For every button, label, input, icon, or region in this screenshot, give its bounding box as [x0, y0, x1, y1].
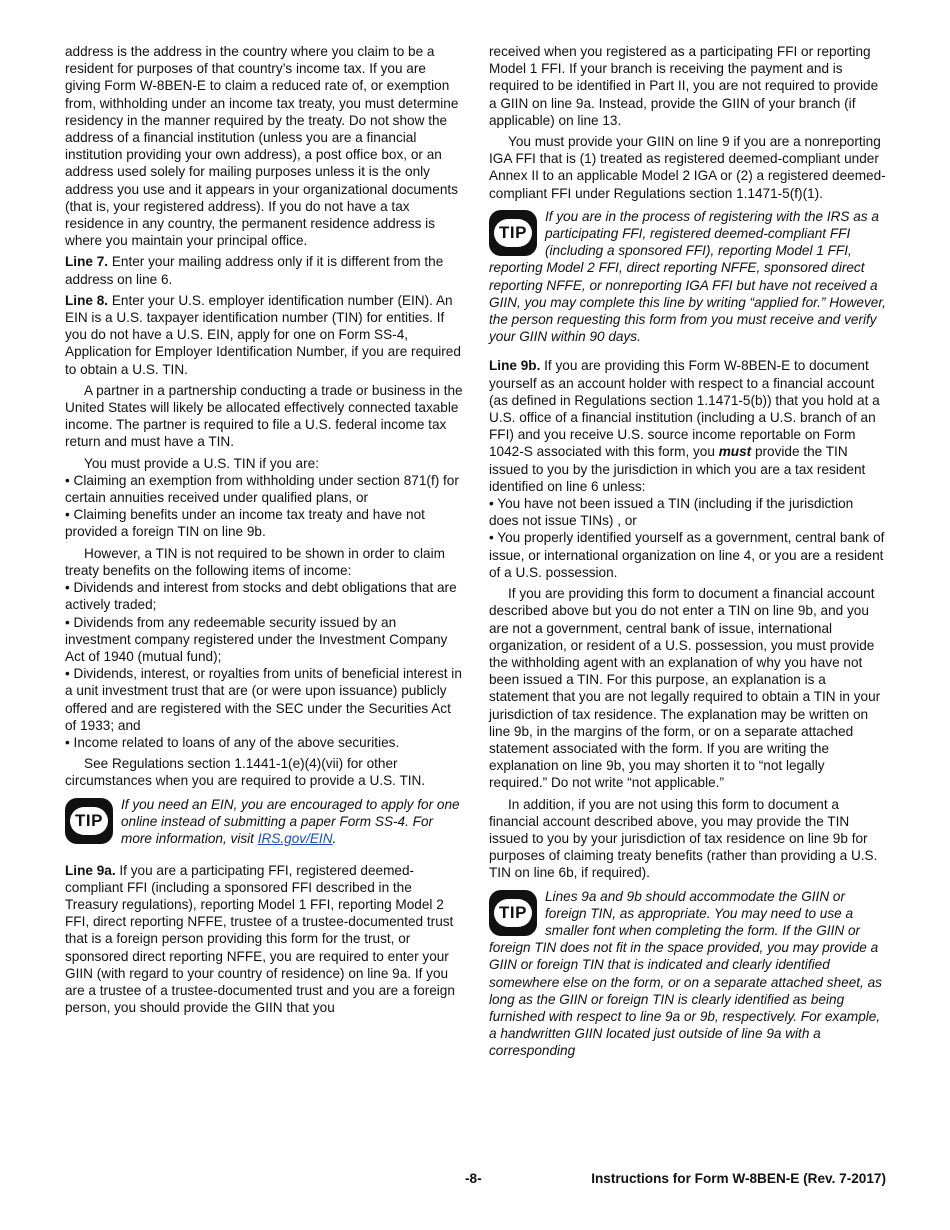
bullet-item: • Dividends, interest, or royalties from units of beneficial interest in a unit investment trust that are (or were upon issuance) publicly offered and are registered with the SEC under the Securities Act of 1933; and: [65, 666, 462, 733]
line9b-text-cont: provide the TIN issued to you by the jurisdiction in which you are a tax resident identified on line 6 unless:: [489, 444, 866, 494]
line7-heading: Line 7.: [65, 254, 109, 270]
see-regulations-paragraph: See Regulations section 1.1441-1(e)(4)(vii) for other circumstances when you are required to provide a U.S. TIN.: [65, 756, 426, 789]
irs-ein-link[interactable]: IRS.gov/EIN: [257, 830, 333, 846]
bullet-item: • You have not been issued a TIN (including if the jurisdiction does not issue TINs) , or: [489, 496, 854, 529]
line7-text: Enter your mailing address only if it is different from the address on line 6.: [65, 254, 444, 287]
partner-paragraph: A partner in a partnership conducting a trade or business in the United States will likely be allocated effectively connected taxable income. The partner is required to file a U.S. federal income tax return and must have a TIN.: [65, 382, 463, 450]
bullet-item: • Dividends and interest from stocks and debt obligations that are actively traded;: [65, 580, 457, 613]
tip-icon-label: TIP: [494, 219, 532, 247]
tip-icon: [489, 210, 537, 256]
line9a-heading: Line 9a.: [65, 862, 116, 878]
bullet-item: • Dividends from any redeemable security issued by an investment company registered under the Investment Company Act of 1940 (mutual fund);: [65, 614, 448, 664]
left-column: [65, 43, 463, 1020]
tip-text: Lines 9a and 9b should accommodate the GIIN or foreign TIN, as appropriate. You may need to use a smaller font when completing the form. If the GIIN or foreign TIN does not fit in the space provided, you may provide a GIIN or foreign TIN that is indicated and clearly identified somewhere else on the form, or on a separate attached sheet, as long as the GIIN or foreign TIN is clearly identified as being furnished with respect to line 9a or 9b, respectively. For example, a handwritten GIIN located just outside of line 9a with a corresponding: [489, 888, 882, 1059]
residence-address-paragraph: address is the address in the country where you claim to be a resident for purposes of that country’s income tax. If you are giving Form W-8BEN-E to claim a reduced rate of, or exemption from, withholding under an income tax treaty, you must determine residency in the manner required by the treaty. Do not show the address of a financial institution (unless you are a financial institution providing your own address), a post office box, or an address used solely for mailing purposes unless it is the only address you use and it appears in your organizational documents (that is, your registered address). If you do not have a tax residence in any country, the permanent residence address is where you maintain your principal office.: [65, 44, 459, 249]
line9a-paragraph: [65, 862, 463, 1017]
line8-paragraph: [65, 292, 463, 378]
explanation-paragraph: If you are providing this form to document a financial account described above but you do not enter a TIN on line 9b, and you are not a government, central bank of issue, international organization, or resident of a U.S. possession, you must provide the withholding agent with an explanation of why you have not been issued a TIN. For this purpose, an explanation is a statement that you are not legally required to obtain a TIN in your jurisdiction of tax residence. The explanation may be written on line 9b, in the margins of the form, or on a separate attached statement associated with the form. If you are writing the explanation on line 9b, you may shorten it to “not legally required.” Do not write “not applicable.”: [489, 586, 881, 791]
line7-paragraph: [65, 253, 463, 287]
line8-text: Enter your U.S. employer identification number (EIN). An EIN is a U.S. taxpayer identification number (TIN) for entities. If you do not have a U.S. EIN, apply for one on Form SS-4, Application for Employer Identification Number, if you are required to obtain a U.S. TIN.: [65, 292, 461, 377]
right-column: [489, 43, 886, 1072]
tip-icon: [65, 798, 113, 844]
tip-text: If you are in the process of registering with the IRS as a participating FFI, registered deemed-compliant FFI (including a sponsored FFI), reporting Model 1 FFI, reporting Model 2 FFI, direct reporting NFFE, sponsored direct reporting NFFE, or nonreporting IGA FFI but have not received a GIIN, you may complete this line by writing “applied for.” However, the person requesting this form from you must receive and verify your GIIN within 90 days.: [489, 208, 886, 345]
page-number: -8-: [465, 1171, 482, 1186]
line8-heading: Line 8.: [65, 292, 109, 308]
page-footer: [65, 1170, 886, 1190]
tip-box-applied-for: [489, 208, 886, 346]
nonreporting-iga-paragraph: You must provide your GIIN on line 9 if you are a nonreporting IGA FFI that is (1) treated as registered deemed-compliant under Annex II to an applicable Model 2 IGA or (2) a registered deemed-compliant FFI under Regulations section 1.1471-5(f)(1).: [489, 134, 886, 201]
bullet-item: • You properly identified yourself as a government, central bank of issue, or international organization on line 4, or you are a resident of a U.S. possession.: [489, 530, 885, 580]
document-title: Instructions for Form W-8BEN-E (Rev. 7-2017): [591, 1171, 886, 1186]
line9b-text: If you are providing this Form W-8BEN-E to document yourself as an account holder with respect to a financial account (as defined in Regulations section 1.1471-5(b)) that you hold at a U.S. office of a financial institution (including a U.S. branch of an FFI) and you receive U.S. source income reportable on Form 1042-S associated with this form, you: [489, 358, 880, 460]
bullet-item: • Income related to loans of any of the above securities.: [65, 734, 400, 750]
bullet-item: • Claiming an exemption from withholding under section 871(f) for certain annuities received under qualified plans, or: [65, 472, 459, 506]
must-emphasis: must: [718, 444, 752, 460]
line9a-continued-paragraph: received when you registered as a participating FFI or reporting Model 1 FFI. If your branch is receiving the payment and is required to be identified in Part II, you are not required to provide a GIIN on line 9a. Instead, provide the GIIN of your branch (if applicable) on line 13.: [489, 44, 879, 128]
tin-not-required-paragraph: However, a TIN is not required to be shown in order to claim treaty benefits on the following items of income:: [65, 545, 445, 578]
line9b-heading: Line 9b.: [489, 358, 541, 374]
tip-text: If you need an EIN, you are encouraged to apply for one online instead of submitting a paper Form SS-4. For more information, visit: [121, 796, 460, 846]
line9b-paragraph: [489, 357, 886, 495]
tip-text-end: .: [332, 830, 337, 846]
tip-icon-label: TIP: [70, 807, 108, 835]
tip-icon-label: TIP: [494, 899, 532, 927]
tip-box-giin-format: [489, 888, 886, 1060]
must-provide-tin-paragraph: You must provide a U.S. TIN if you are:: [84, 455, 319, 471]
tip-icon: [489, 890, 537, 936]
treaty-tin-paragraph: In addition, if you are not using this form to document a financial account described above, you may provide the TIN issued to you by your jurisdiction of tax residence on line 9b for purposes of claiming treaty benefits (rather than providing a U.S. TIN on line 6b, if required).: [489, 796, 878, 881]
bullet-item: • Claiming benefits under an income tax treaty and have not provided a foreign TIN on line 9b.: [65, 507, 425, 540]
tip-box-ein: [65, 796, 463, 850]
line9a-text: If you are a participating FFI, registered deemed-compliant FFI (including a sponsored FFI described in the Treasury regulations), reporting Model 1 FFI, reporting Model 2 FFI, direct reporting NFFE, trustee of a trustee-documented trust that is a foreign person providing this form for the trust, or sponsored direct reporting NFFE, you are required to enter your GIIN (with regard to your country of residence) on line 9a. If you are a trustee of a trustee-documented trust and you are a foreign person, you should provide the GIIN that you: [65, 862, 455, 1016]
